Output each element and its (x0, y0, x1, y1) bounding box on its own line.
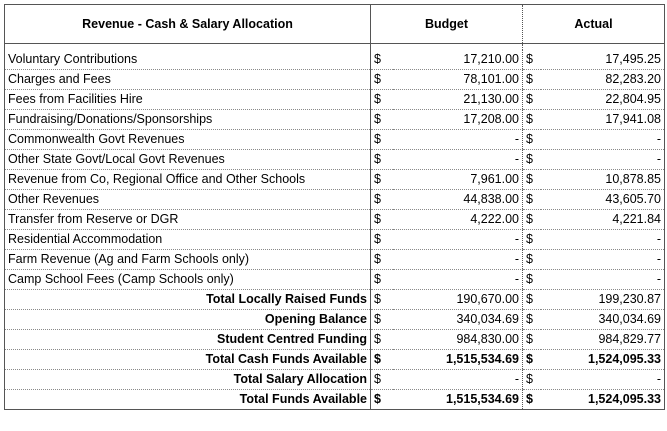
budget-cell[interactable]: - (393, 129, 523, 149)
table-row (5, 269, 665, 289)
total-row (5, 289, 665, 309)
budget-cell[interactable]: 78,101.00 (393, 69, 523, 89)
total-label[interactable]: Opening Balance (5, 309, 371, 329)
currency-symbol[interactable]: $ (523, 109, 541, 129)
budget-cell[interactable]: 340,034.69 (393, 309, 523, 329)
actual-cell[interactable]: 22,804.95 (541, 89, 665, 109)
table-row (5, 209, 665, 229)
currency-symbol[interactable]: $ (523, 249, 541, 269)
currency-symbol[interactable]: $ (523, 129, 541, 149)
table-row (5, 69, 665, 89)
row-label[interactable]: Residential Accommodation (5, 229, 371, 249)
budget-cell[interactable]: 7,961.00 (393, 169, 523, 189)
budget-cell[interactable]: 1,515,534.69 (393, 349, 523, 369)
header-row (5, 5, 665, 44)
row-label[interactable]: Other Revenues (5, 189, 371, 209)
budget-cell[interactable]: 21,130.00 (393, 89, 523, 109)
table-title[interactable]: Revenue - Cash & Salary Allocation (5, 5, 371, 44)
currency-symbol[interactable]: $ (523, 309, 541, 329)
currency-symbol[interactable]: $ (371, 269, 393, 289)
total-label[interactable]: Total Salary Allocation (5, 369, 371, 389)
actual-cell[interactable]: 1,524,095.33 (541, 389, 665, 409)
row-label[interactable]: Transfer from Reserve or DGR (5, 209, 371, 229)
currency-symbol[interactable]: $ (371, 249, 393, 269)
table-row (5, 249, 665, 269)
row-label[interactable]: Other State Govt/Local Govt Revenues (5, 149, 371, 169)
row-label[interactable]: Revenue from Co, Regional Office and Other Schools (5, 169, 371, 189)
total-label[interactable]: Total Cash Funds Available (5, 349, 371, 369)
actual-cell[interactable]: 10,878.85 (541, 169, 665, 189)
total-row (5, 389, 665, 409)
actual-cell[interactable]: 1,524,095.33 (541, 349, 665, 369)
total-row (5, 349, 665, 369)
table-row (5, 229, 665, 249)
actual-cell[interactable]: - (541, 269, 665, 289)
currency-symbol[interactable]: $ (523, 329, 541, 349)
revenue-table (4, 4, 665, 410)
actual-cell[interactable]: - (541, 369, 665, 389)
row-label[interactable]: Voluntary Contributions (5, 50, 371, 70)
currency-symbol[interactable]: $ (371, 89, 393, 109)
actual-cell[interactable]: 82,283.20 (541, 69, 665, 89)
row-label[interactable]: Farm Revenue (Ag and Farm Schools only) (5, 249, 371, 269)
currency-symbol[interactable]: $ (371, 349, 393, 369)
table-row (5, 50, 665, 70)
actual-cell[interactable]: 984,829.77 (541, 329, 665, 349)
currency-symbol[interactable]: $ (523, 50, 541, 70)
actual-cell[interactable]: - (541, 129, 665, 149)
actual-cell[interactable]: - (541, 149, 665, 169)
actual-cell[interactable]: 17,495.25 (541, 50, 665, 70)
currency-symbol[interactable]: $ (371, 229, 393, 249)
budget-cell[interactable]: - (393, 249, 523, 269)
currency-symbol[interactable]: $ (523, 89, 541, 109)
currency-symbol[interactable]: $ (371, 329, 393, 349)
actual-cell[interactable]: 340,034.69 (541, 309, 665, 329)
budget-cell[interactable]: - (393, 369, 523, 389)
row-label[interactable]: Fundraising/Donations/Sponsorships (5, 109, 371, 129)
budget-cell[interactable]: 1,515,534.69 (393, 389, 523, 409)
row-label[interactable]: Charges and Fees (5, 69, 371, 89)
table-row (5, 169, 665, 189)
actual-header[interactable]: Actual (523, 5, 665, 44)
row-label[interactable]: Camp School Fees (Camp Schools only) (5, 269, 371, 289)
currency-symbol[interactable]: $ (371, 109, 393, 129)
budget-cell[interactable]: - (393, 269, 523, 289)
currency-symbol[interactable]: $ (523, 149, 541, 169)
table-row (5, 129, 665, 149)
currency-symbol[interactable]: $ (371, 149, 393, 169)
table-row (5, 89, 665, 109)
total-label[interactable]: Total Funds Available (5, 389, 371, 409)
currency-symbol[interactable]: $ (371, 309, 393, 329)
budget-cell[interactable]: 4,222.00 (393, 209, 523, 229)
budget-cell[interactable]: 984,830.00 (393, 329, 523, 349)
actual-cell[interactable]: 199,230.87 (541, 289, 665, 309)
actual-cell[interactable]: - (541, 249, 665, 269)
table-row (5, 149, 665, 169)
actual-cell[interactable]: 43,605.70 (541, 189, 665, 209)
actual-cell[interactable]: 17,941.08 (541, 109, 665, 129)
currency-symbol[interactable]: $ (523, 209, 541, 229)
table-row (5, 109, 665, 129)
currency-symbol[interactable]: $ (371, 169, 393, 189)
budget-cell[interactable]: 17,208.00 (393, 109, 523, 129)
total-row (5, 329, 665, 349)
currency-symbol[interactable]: $ (523, 269, 541, 289)
currency-symbol[interactable]: $ (523, 169, 541, 189)
currency-symbol[interactable]: $ (523, 389, 541, 409)
total-label[interactable]: Student Centred Funding (5, 329, 371, 349)
currency-symbol[interactable]: $ (371, 50, 393, 70)
currency-symbol[interactable]: $ (523, 189, 541, 209)
budget-cell[interactable]: 17,210.00 (393, 50, 523, 70)
currency-symbol[interactable]: $ (523, 369, 541, 389)
currency-symbol[interactable]: $ (371, 209, 393, 229)
currency-symbol[interactable]: $ (371, 369, 393, 389)
total-label[interactable]: Total Locally Raised Funds (5, 289, 371, 309)
currency-symbol[interactable]: $ (371, 389, 393, 409)
currency-symbol[interactable]: $ (371, 189, 393, 209)
currency-symbol[interactable]: $ (523, 229, 541, 249)
table-row (5, 189, 665, 209)
total-row (5, 309, 665, 329)
budget-cell[interactable]: 190,670.00 (393, 289, 523, 309)
currency-symbol[interactable]: $ (523, 289, 541, 309)
currency-symbol[interactable]: $ (371, 69, 393, 89)
total-row (5, 369, 665, 389)
budget-cell[interactable]: 44,838.00 (393, 189, 523, 209)
currency-symbol[interactable]: $ (371, 129, 393, 149)
currency-symbol[interactable]: $ (523, 349, 541, 369)
currency-symbol[interactable]: $ (371, 289, 393, 309)
actual-cell[interactable]: 4,221.84 (541, 209, 665, 229)
row-label[interactable]: Commonwealth Govt Revenues (5, 129, 371, 149)
budget-header[interactable]: Budget (371, 5, 523, 44)
budget-cell[interactable]: - (393, 149, 523, 169)
currency-symbol[interactable]: $ (523, 69, 541, 89)
actual-cell[interactable]: - (541, 229, 665, 249)
budget-cell[interactable]: - (393, 229, 523, 249)
row-label[interactable]: Fees from Facilities Hire (5, 89, 371, 109)
